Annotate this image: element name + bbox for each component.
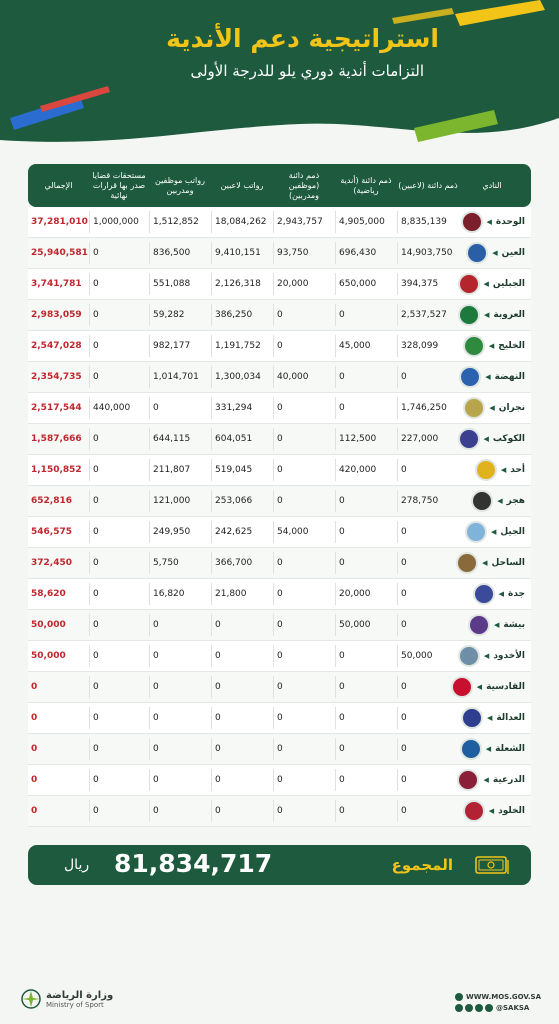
players-cell: 0 [397,738,459,760]
triangle-left-icon: ◀ [493,621,500,629]
table-row [28,734,531,765]
table-body [28,207,531,827]
club-name: الوحدة [495,217,525,227]
judgments-cell: 0 [89,769,149,791]
club-name: الخلود [498,806,525,816]
total-cell: 2,517,544 [31,403,82,413]
total-cell: 1,587,666 [31,434,82,444]
staff-salaries-cell: 249,950 [149,521,211,543]
sports-clubs-cell: 0 [335,769,397,791]
globe-icon [455,993,463,1001]
staff-salaries-cell: 5,750 [149,552,211,574]
judgments-cell: 0 [89,614,149,636]
club-name: الكوكب [492,434,525,444]
table-row [28,765,531,796]
staff-salaries-cell: 982,177 [149,335,211,357]
sports-clubs-cell: 0 [335,397,397,419]
club-logo-icon [456,552,478,574]
total-cell: 2,983,059 [31,310,82,320]
player-salaries-cell: 9,410,151 [211,242,273,264]
staff-salaries-cell: 0 [149,614,211,636]
staff-cell: 0 [273,800,335,822]
player-salaries-cell: 253,066 [211,490,273,512]
triangle-left-icon: ◀ [497,497,503,505]
club-logo-icon [460,738,482,760]
total-cell: 0 [31,713,38,723]
judgments-cell: 0 [89,645,149,667]
table-row [28,579,531,610]
sports-clubs-cell: 0 [335,521,397,543]
club-cell [459,211,531,233]
players-cell: 1,746,250 [397,397,459,419]
club-logo-icon [473,583,495,605]
player-salaries-cell: 242,625 [211,521,273,543]
total-cell: 372,450 [31,558,72,568]
players-cell: 0 [397,800,459,822]
club-cell [459,800,531,822]
staff-cell: 20,000 [273,273,335,295]
club-name: الأخدود [493,651,525,661]
total-cell: 2,354,735 [31,372,82,382]
sports-clubs-cell: 0 [335,490,397,512]
judgments-cell: 0 [89,428,149,450]
players-cell: 227,000 [397,428,459,450]
staff-salaries-cell: 644,115 [149,428,211,450]
club-name: الجيل [500,527,525,537]
judgments-cell: 0 [89,335,149,357]
header-sports-clubs: ذمم دائنة (أندية رياضية) [340,175,392,195]
triangle-left-icon: ◀ [500,466,507,474]
staff-salaries-cell: 0 [149,397,211,419]
player-salaries-cell: 0 [211,738,273,760]
triangle-left-icon: ◀ [483,652,490,660]
club-name: نجران [498,403,525,413]
header-players: ذمم دائنة (لاعبين) [398,180,458,190]
staff-salaries-cell: 0 [149,645,211,667]
club-cell [459,459,531,481]
club-name: النهضة [494,372,525,382]
club-logo-icon [466,242,488,264]
staff-salaries-cell: 1,512,852 [149,211,211,233]
social-icons [455,1004,493,1012]
total-cell: 0 [31,682,38,692]
staff-cell: 0 [273,676,335,698]
judgments-cell: 0 [89,707,149,729]
club-name: العدالة [496,713,525,723]
staff-cell: 0 [273,428,335,450]
table-row [28,424,531,455]
players-cell: 0 [397,583,459,605]
total-cell: 3,741,781 [31,279,82,289]
club-cell [459,676,531,698]
social-handle[interactable]: @SAKSA [495,1004,530,1012]
club-cell [459,273,531,295]
sports-clubs-cell: 0 [335,738,397,760]
total-cell: 1,150,852 [31,465,82,475]
club-logo-icon [463,335,485,357]
club-cell [459,769,531,791]
table-row [28,300,531,331]
player-salaries-cell: 1,300,034 [211,366,273,388]
judgments-cell: 0 [89,273,149,295]
judgments-cell: 440,000 [89,397,149,419]
players-cell: 14,903,750 [397,242,459,264]
staff-salaries-cell: 0 [149,800,211,822]
club-obligations-table [28,164,531,827]
club-cell [459,428,531,450]
sports-clubs-cell: 0 [335,645,397,667]
club-logo-icon [451,676,473,698]
sports-clubs-cell: 0 [335,552,397,574]
judgments-cell: 0 [89,583,149,605]
club-logo-icon [463,397,485,419]
club-name: أحد [510,465,525,475]
staff-salaries-cell: 836,500 [149,242,211,264]
sports-clubs-cell: 45,000 [335,335,397,357]
ministry-emblem-icon [20,988,42,1010]
sports-clubs-cell: 50,000 [335,614,397,636]
ministry-name-en: Ministry of Sport [46,1000,104,1009]
table-row [28,238,531,269]
page-subtitle: التزامات أندية دوري يلو للدرجة الأولى [190,62,424,80]
judgments-cell: 0 [89,242,149,264]
table-row [28,269,531,300]
staff-cell: 0 [273,397,335,419]
total-cell: 0 [31,806,38,816]
club-logo-icon [458,645,480,667]
club-cell [459,645,531,667]
players-cell: 0 [397,366,459,388]
staff-salaries-cell: 0 [149,676,211,698]
triangle-left-icon: ◀ [483,776,489,784]
club-cell [459,242,531,264]
club-cell [459,707,531,729]
table-row [28,362,531,393]
sports-clubs-cell: 0 [335,304,397,326]
total-currency: ريال [64,857,90,873]
staff-cell: 0 [273,769,335,791]
ministry-logo [20,988,113,1010]
staff-cell: 0 [273,490,335,512]
table-row [28,455,531,486]
players-cell: 0 [397,459,459,481]
total-label: المجموع [391,856,453,874]
player-salaries-cell: 519,045 [211,459,273,481]
club-name: القادسية [486,682,525,692]
triangle-left-icon: ◀ [490,528,497,536]
judgments-cell: 0 [89,304,149,326]
staff-cell: 0 [273,707,335,729]
staff-salaries-cell: 211,807 [149,459,211,481]
table-row [28,486,531,517]
club-logo-icon [458,304,480,326]
player-salaries-cell: 0 [211,614,273,636]
player-salaries-cell: 0 [211,707,273,729]
player-salaries-cell: 604,051 [211,428,273,450]
header-staff: ذمم دائنة (موظفين ومدربين) [288,170,320,200]
triangle-left-icon: ◀ [485,373,491,381]
judgments-cell: 0 [89,521,149,543]
triangle-left-icon: ◀ [483,435,489,443]
staff-cell: 0 [273,552,335,574]
staff-cell: 54,000 [273,521,335,543]
total-cell: 0 [31,775,38,785]
player-salaries-cell: 0 [211,645,273,667]
header-judgments: مستحقات قضايا صدر بها قرارات نهائية [92,170,146,200]
sports-clubs-cell: 650,000 [335,273,397,295]
players-cell: 278,750 [397,490,459,512]
table-row [28,207,531,238]
players-cell: 0 [397,521,459,543]
club-name: الشعلة [495,744,525,754]
total-cell: 0 [31,744,38,754]
triangle-left-icon: ◀ [488,807,495,815]
staff-salaries-cell: 0 [149,738,211,760]
total-cell: 50,000 [31,651,66,661]
contact-info [455,992,541,1014]
sports-clubs-cell: 696,430 [335,242,397,264]
club-cell [459,397,531,419]
club-cell [459,521,531,543]
club-name: الدرعية [492,775,525,785]
triangle-left-icon: ◀ [484,311,490,319]
header-banner [0,0,559,160]
staff-cell: 93,750 [273,242,335,264]
player-salaries-cell: 1,191,752 [211,335,273,357]
total-summary-bar [28,845,531,885]
sports-clubs-cell: 0 [335,707,397,729]
total-amount: 81,834,717 [114,849,273,878]
players-cell: 0 [397,614,459,636]
players-cell: 0 [397,707,459,729]
club-cell [459,738,531,760]
triangle-left-icon: ◀ [486,714,493,722]
staff-salaries-cell: 0 [149,707,211,729]
sports-clubs-cell: 0 [335,676,397,698]
player-salaries-cell: 366,700 [211,552,273,574]
sports-clubs-cell: 4,905,000 [335,211,397,233]
staff-cell: 0 [273,614,335,636]
staff-cell: 0 [273,335,335,357]
table-row [28,331,531,362]
table-row [28,641,531,672]
club-name: جدة [508,589,525,599]
triangle-left-icon: ◀ [482,559,488,567]
sports-clubs-cell: 20,000 [335,583,397,605]
club-cell [459,614,531,636]
judgments-cell: 0 [89,490,149,512]
table-row [28,393,531,424]
page-title: استراتيجية دعم الأندية [166,24,439,53]
club-name: الخليج [498,341,525,351]
club-logo-icon [461,211,483,233]
club-cell [459,583,531,605]
player-salaries-cell: 0 [211,676,273,698]
staff-salaries-cell: 59,282 [149,304,211,326]
judgments-cell: 0 [89,738,149,760]
club-cell [459,304,531,326]
sports-clubs-cell: 0 [335,366,397,388]
table-row [28,517,531,548]
triangle-left-icon: ◀ [489,404,495,412]
staff-cell: 0 [273,459,335,481]
judgments-cell: 0 [89,800,149,822]
triangle-left-icon: ◀ [485,745,492,753]
player-salaries-cell: 0 [211,769,273,791]
staff-cell: 0 [273,738,335,760]
total-cell: 2,547,028 [31,341,82,351]
total-cell: 37,281,010 [31,217,88,227]
judgments-cell: 0 [89,676,149,698]
staff-salaries-cell: 0 [149,769,211,791]
players-cell: 0 [397,769,459,791]
club-logo-icon [458,428,480,450]
table-header [28,164,531,207]
club-logo-icon [461,707,483,729]
website-link[interactable]: WWW.MOS.GOV.SA [465,993,541,1001]
header-staff-salaries: رواتب موظفين ومدربين [155,175,205,195]
footer [0,980,559,1024]
sports-clubs-cell: 420,000 [335,459,397,481]
players-cell: 2,537,527 [397,304,459,326]
staff-cell: 0 [273,645,335,667]
triangle-left-icon: ◀ [488,342,495,350]
money-icon [475,854,509,876]
judgments-cell: 0 [89,366,149,388]
staff-salaries-cell: 1,014,701 [149,366,211,388]
club-cell [459,552,531,574]
player-salaries-cell: 386,250 [211,304,273,326]
club-logo-icon [475,459,497,481]
player-salaries-cell: 21,800 [211,583,273,605]
player-salaries-cell: 2,126,318 [211,273,273,295]
players-cell: 0 [397,676,459,698]
header-player-salaries: رواتب لاعبين [220,180,264,190]
total-cell: 50,000 [31,620,66,630]
club-logo-icon [468,614,490,636]
club-cell [459,490,531,512]
triangle-left-icon: ◀ [492,249,498,257]
club-logo-icon [471,490,493,512]
players-cell: 8,835,139 [397,211,459,233]
judgments-cell: 1,000,000 [89,211,149,233]
total-cell: 25,940,581 [31,248,88,258]
table-row [28,610,531,641]
staff-cell: 0 [273,304,335,326]
club-logo-icon [459,366,481,388]
club-name: الجبلين [492,279,525,289]
player-salaries-cell: 331,294 [211,397,273,419]
staff-cell: 2,943,757 [273,211,335,233]
club-name: العروبة [493,310,525,320]
club-name: الساحل [491,558,525,568]
staff-salaries-cell: 121,000 [149,490,211,512]
table-row [28,548,531,579]
club-name: هجر [506,496,525,506]
triangle-left-icon: ◀ [476,683,483,691]
header-total: الإجمالي [44,180,73,190]
table-row [28,672,531,703]
club-logo-icon [458,273,480,295]
club-logo-icon [457,769,479,791]
player-salaries-cell: 0 [211,800,273,822]
table-row [28,796,531,827]
table-row [28,703,531,734]
club-logo-icon [463,800,485,822]
sports-clubs-cell: 112,500 [335,428,397,450]
player-salaries-cell: 18,084,262 [211,211,273,233]
players-cell: 394,375 [397,273,459,295]
triangle-left-icon: ◀ [498,590,504,598]
triangle-left-icon: ◀ [486,218,492,226]
sports-clubs-cell: 0 [335,800,397,822]
staff-cell: 40,000 [273,366,335,388]
players-cell: 50,000 [397,645,459,667]
header-club: النادي [482,180,502,190]
club-cell [459,366,531,388]
total-cell: 546,575 [31,527,72,537]
total-cell: 652,816 [31,496,72,506]
staff-cell: 0 [273,583,335,605]
judgments-cell: 0 [89,552,149,574]
players-cell: 328,099 [397,335,459,357]
ministry-name-ar: وزارة الرياضة [46,989,114,1001]
club-cell [459,335,531,357]
judgments-cell: 0 [89,459,149,481]
club-name: بيشة [503,620,525,630]
staff-salaries-cell: 551,088 [149,273,211,295]
staff-salaries-cell: 16,820 [149,583,211,605]
players-cell: 0 [397,552,459,574]
total-cell: 58,620 [31,589,66,599]
club-name: العين [501,248,525,258]
club-logo-icon [465,521,487,543]
triangle-left-icon: ◀ [483,280,489,288]
